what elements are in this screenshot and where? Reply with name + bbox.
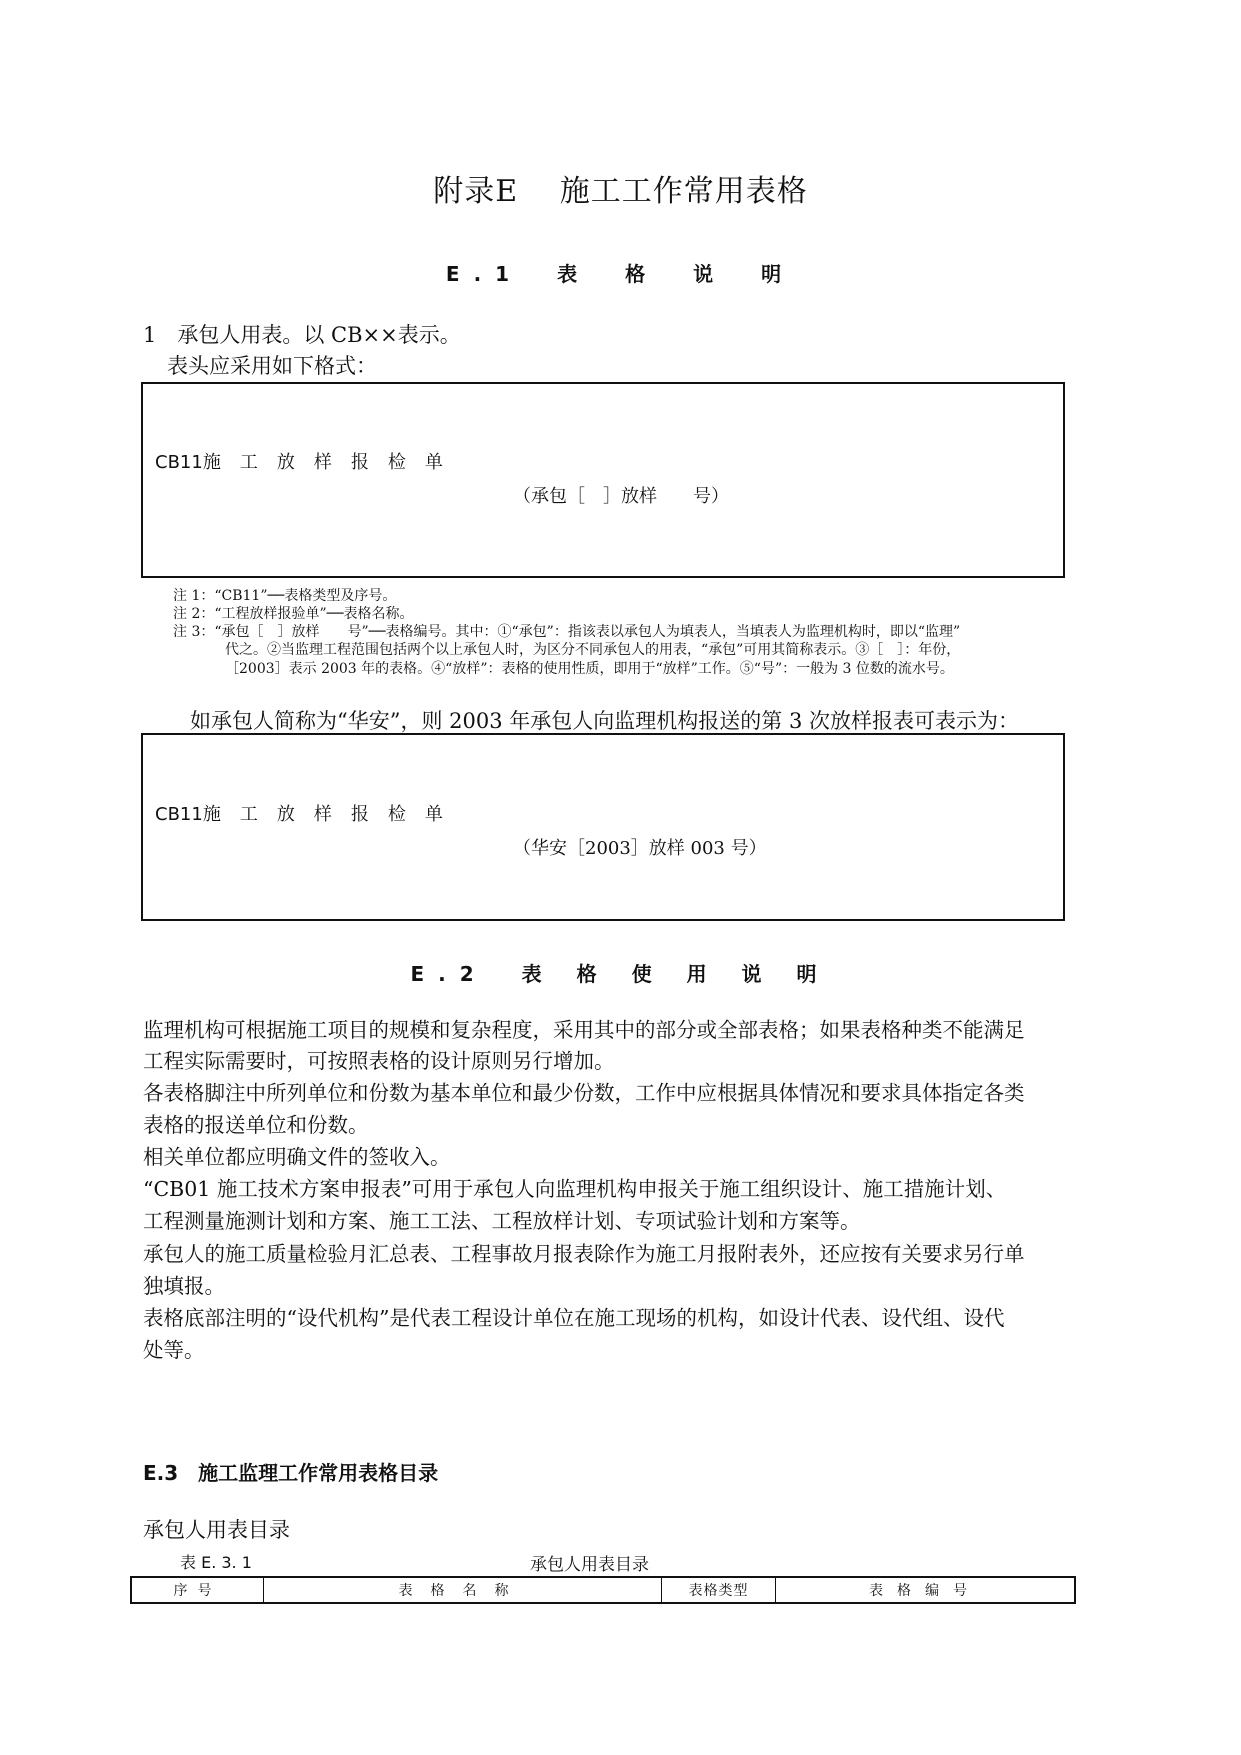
form-title [155, 448, 462, 474]
usage-line: 工程实际需要时，可按照表格的设计原则另行增加。 [143, 1049, 615, 1073]
column-header-index: 序号 [132, 1578, 264, 1602]
usage-line: 表格的报送单位和份数。 [143, 1113, 369, 1137]
form-code: CB11 [155, 804, 203, 825]
form-name: 施工放样报检单 [202, 804, 462, 825]
section-heading-e1: E.1 表 格 说 明 [445, 262, 796, 286]
column-header-type: 表格类型 [662, 1578, 776, 1602]
catalog-table-header [130, 1576, 1076, 1604]
note-line: 代之。②当监理工程范围包括两个以上承包人时，为区分不同承包人的用表，“承包”可用其简称表示。③［ ］：年份， [225, 642, 961, 658]
form-name: 施工放样报检单 [202, 452, 462, 473]
usage-line: 工程测量施测计划和方案、施工工法、工程放样计划、专项试验计划和方案等。 [143, 1209, 861, 1233]
usage-line: 承包人的施工质量检验月汇总表、工程事故月报表除作为施工月报附表外，还应按有关要求另行单 [143, 1242, 1025, 1266]
section-heading-e3: E.3 施工监理工作常用表格目录 [143, 1461, 439, 1485]
column-header-name: 表格名称 [264, 1578, 662, 1602]
form-title [155, 800, 462, 826]
catalog-subtitle: 承包人用表目录 [143, 1518, 290, 1542]
note-line: ［2003］表示 2003 年的表格。④“放样”：表格的使用性质，即用于“放样”工作。⑤“号”：一般为 3 位数的流水号。 [225, 661, 954, 677]
page-title: 附录E 施工工作常用表格 [433, 174, 808, 209]
usage-line: 表格底部注明的“设代机构”是代表工程设计单位在施工现场的机构，如设计代表、设代组、设代 [143, 1306, 1005, 1330]
section-heading-e2: E.2 表 格 使 用 说 明 [410, 962, 831, 986]
intro-item-1-sub: 表头应采用如下格式： [167, 354, 377, 378]
example-text: 如承包人简称为“华安”，则 2003 年承包人向监理机构报送的第 3 次放样报表可表示为： [190, 709, 1019, 733]
table-title: 承包人用表目录 [530, 1555, 649, 1575]
column-header-number: 表格编号 [869, 1583, 981, 1599]
note-line: 注 3：“承包［ ］放样 号”──表格编号。其中：①“承包”：指该表以承包人为填表人，当填表人为监理机构时，即以“监理” [173, 624, 961, 640]
header-format-box [141, 382, 1065, 578]
usage-line: 相关单位都应明确文件的签收入。 [143, 1145, 451, 1169]
form-code: CB11 [155, 452, 203, 473]
usage-line: 各表格脚注中所列单位和份数为基本单位和最少份数，工作中应根据具体情况和要求具体指定各类 [143, 1081, 1025, 1105]
usage-line: 监理机构可根据施工项目的规模和复杂程度，采用其中的部分或全部表格；如果表格种类不能满足 [143, 1018, 1025, 1042]
usage-line: “CB01 施工技术方案申报表”可用于承包人向监理机构申报关于施工组织设计、施工措施计划、 [143, 1177, 1007, 1201]
note-line: 注 2：“工程放样报验单”──表格名称。 [173, 606, 414, 622]
header-example-box [141, 733, 1065, 921]
intro-item-1: 1 承包人用表。以 CB××表示。 [143, 323, 461, 347]
form-number-example: （华安［2003］放样 003 号） [513, 838, 767, 859]
usage-line: 处等。 [143, 1338, 205, 1362]
table-label: 表 E. 3. 1 [180, 1553, 252, 1572]
note-line: 注 1：“CB11”──表格类型及序号。 [173, 588, 397, 604]
form-number-format: （承包［ ］放样 号） [513, 486, 729, 507]
usage-line: 独填报。 [143, 1274, 225, 1298]
